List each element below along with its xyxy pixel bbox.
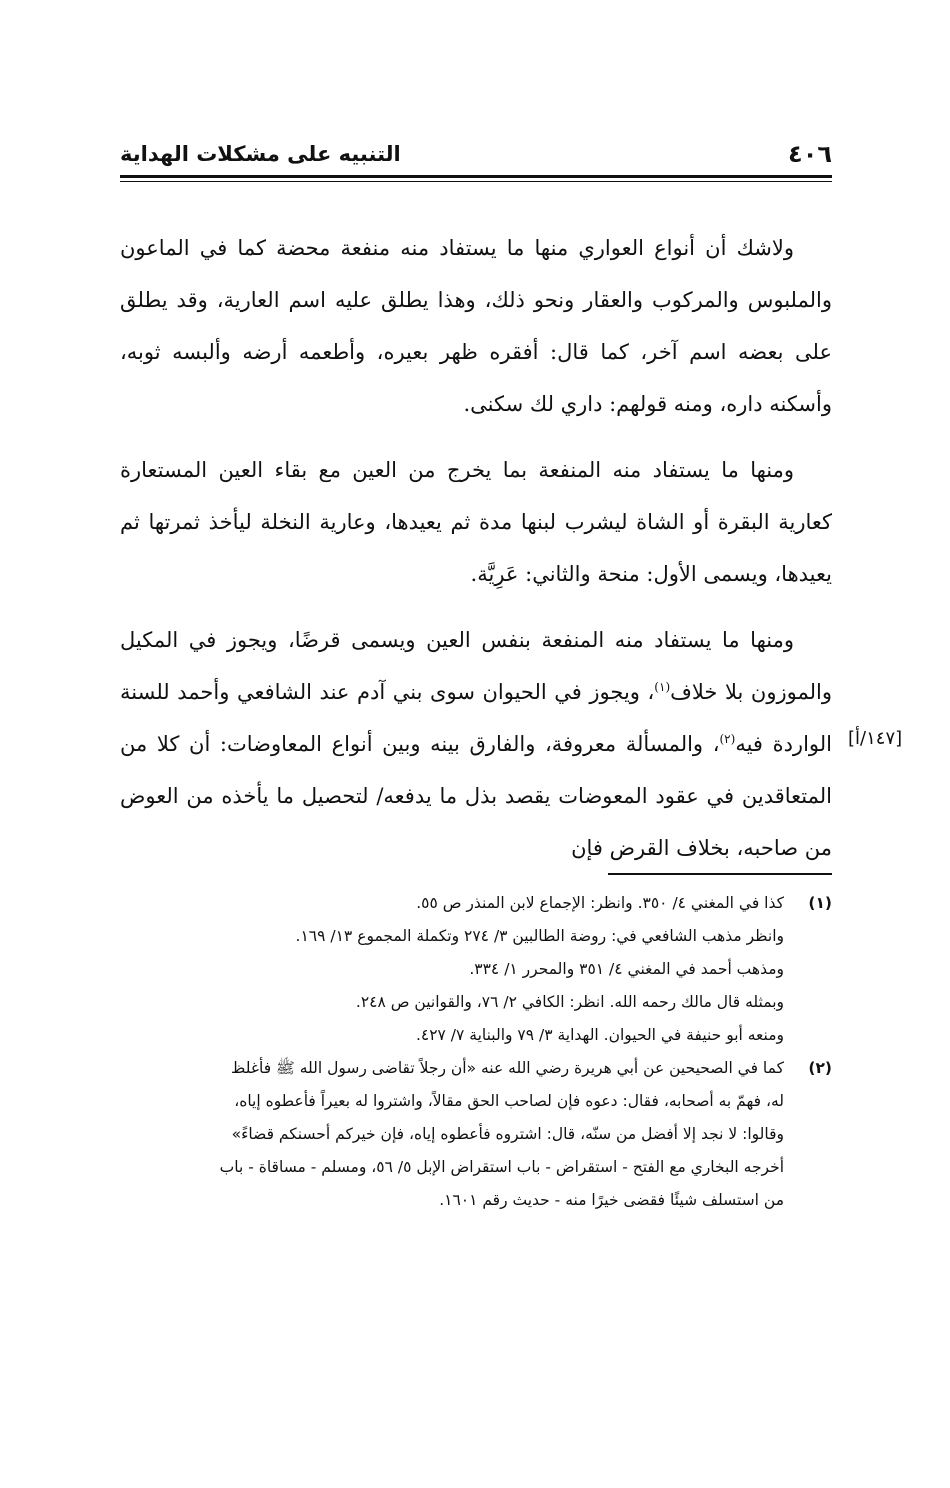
footnotes [120,887,832,1217]
footnote-line: كذا في المغني ٤/ ٣٥٠. وانظر: الإجماع لابن المنذر ص ٥٥. [416,894,784,912]
paragraph-1: ولاشك أن أنواع العواري منها ما يستفاد منه منفعة محضة كما في الماعون والملبوس والمركوب والعقار ونحو ذلك، وهذا يطلق عليه اسم العارية، وقد يطلق على بعضه اسم آخر، كما قال: أفقره ظهر بعيره، وأطعمه أرضه وألبسه ثوبه، وأسكنه داره، ومنه قولهم: داري لك سكنى. [120,236,832,416]
footnote-line: له، فهمّ به أصحابه، فقال: دعوه فإن لصاحب الحق مقالاً، واشتروا له بعيراً فأعطوه إياه، [234,1092,784,1110]
footnote-1 [120,887,832,1052]
page-number: ٤٠٦ [788,140,832,168]
footnote-line: ومنعه أبو حنيفة في الحيوان. الهداية ٣/ ٧٩ والبناية ٧/ ٤٢٧. [415,1026,784,1044]
paragraph-2: ومنها ما يستفاد منه المنفعة بما يخرج من العين مع بقاء العين المستعارة كعارية البقرة أو الشاة ليشرب لبنها مدة ثم يعيدها، وعارية النخلة ليأخذ ثمرتها ثم يعيدها، ويسمى الأول: منحة والثاني: عَرِيَّة. [120,458,832,586]
footnote-line: وبمثله قال مالك رحمه الله. انظر: الكافي ٢/ ٧٦، والقوانين ص ٢٤٨. [355,993,784,1011]
footnote-ref-2: (٢) [719,732,736,746]
footnote-body [120,1052,784,1217]
footnote-body [120,887,784,1052]
footnote-line: وانظر مذهب الشافعي في: روضة الطالبين ٣/ ٢٧٤ وتكملة المجموع ١٣/ ١٦٩. [295,927,784,945]
paragraph-3-part-3: ، والمسألة معروفة، والفارق بينه وبين أنواع المعاوضات: أن كلا من المتعاقدين في عقود المعوضات يقصد بذل ما يدفعه/ لتحصيل ما يأخذه من العوض من صاحبه، بخلاف القرض فإن [120,732,832,860]
footnote-2 [120,1052,832,1217]
paragraph-3-part-1: ومنها ما يستفاد منه المنفعة بنفس العين ويسمى قرضًا، ويجوز في المكيل والموزون بلا خلاف [120,628,832,704]
header-rule-thin [120,181,832,182]
footnote-line: أخرجه البخاري مع الفتح - استقراض - باب استقراض الإبل ٥/ ٥٦، ومسلم - مساقاة - باب [219,1158,784,1176]
footnote-line: من استسلف شيئًا فقضى خيرًا منه - حديث رقم ١٦٠١. [439,1191,784,1209]
footnote-line: كما في الصحيحين عن أبي هريرة رضي الله عنه «أن رجلاً تقاضى رسول الله ﷺ فأغلظ [231,1059,784,1077]
running-title: التنبيه على مشكلات الهداية [120,142,401,166]
page-header [120,138,832,174]
footnote-number: (١) [808,894,832,912]
header-rule-thick [120,175,832,178]
footnote-ref-1: (١) [654,680,671,694]
footnote-separator [608,873,832,875]
paragraph-3-part-2: ، ويجوز في الحيوان سوى بني آدم عند الشافعي وأحمد للسنة الواردة فيه [120,680,832,756]
footnote-number: (٢) [808,1059,832,1077]
paragraph-3 [120,614,832,874]
footnote-line: وقالوا: لا نجد إلا أفضل من سنّه، قال: اشتروه فأعطوه إياه، فإن خيركم أحسنكم قضاءً» [231,1125,784,1143]
main-text [120,222,832,888]
manuscript-folio-note: [١٤٧/أ] [848,728,903,749]
footnote-line: ومذهب أحمد في المغني ٤/ ٣٥١ والمحرر ١/ ٣٣٤. [469,960,784,978]
